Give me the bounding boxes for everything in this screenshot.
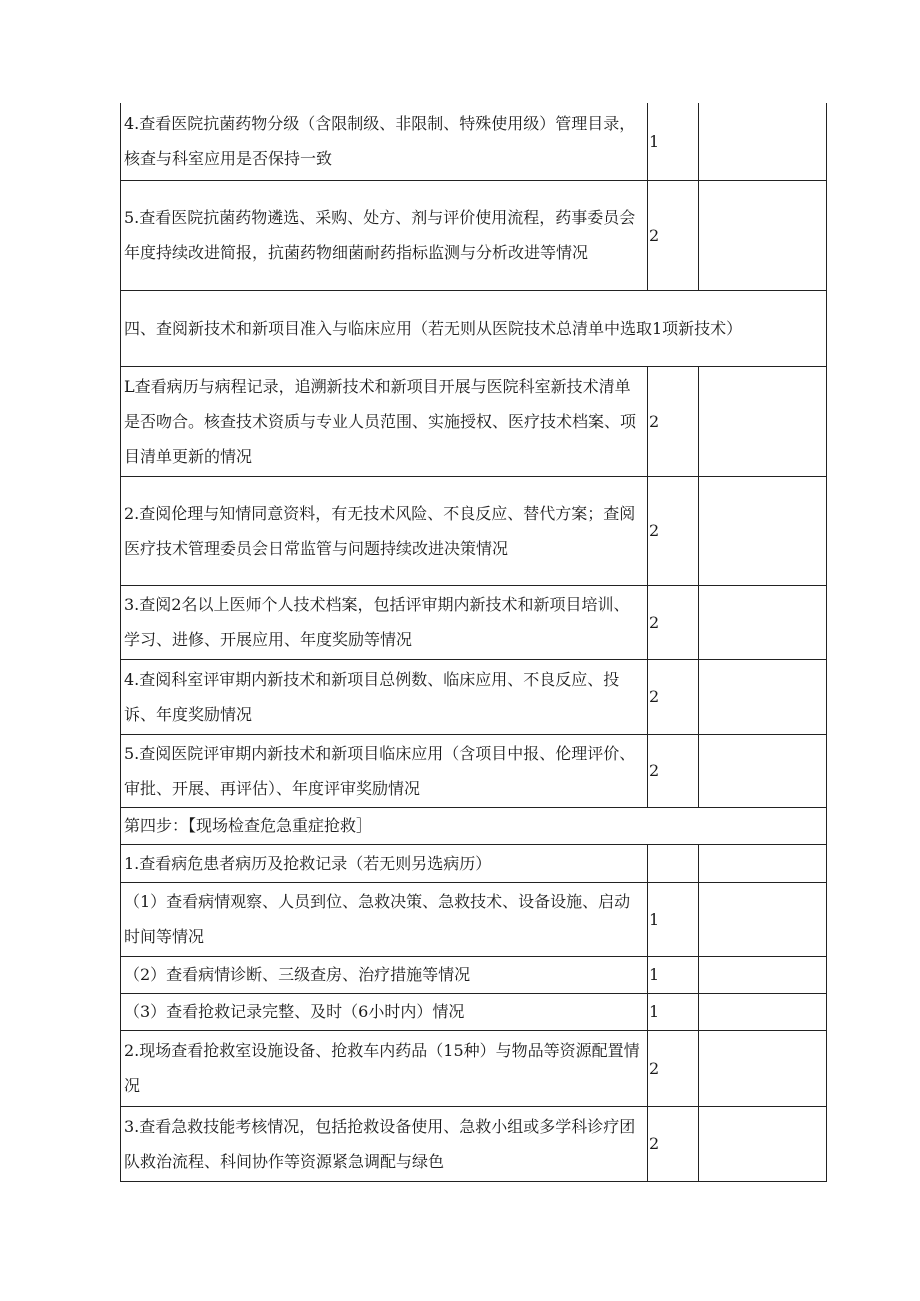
- section-row: [121, 290, 827, 366]
- result-cell: [699, 366, 827, 476]
- section-heading: 第四步：【现场检查危急重症抢救］: [121, 807, 827, 844]
- item-text: 2.查阅伦理与知情同意资料，有无技术风险、不良反应、替代方案；查阅医疗技术管理委员会日常监管与问题持续改进决策情况: [121, 476, 648, 585]
- item-text: 3.查看急救技能考核情况，包括抢救设备使用、急救小组或多学科诊疗团队救治流程、科间协作等资源紧急调配与绿色: [121, 1106, 648, 1181]
- item-score: 1: [648, 993, 699, 1030]
- item-text: （2）查看病情诊断、三级查房、治疗措施等情况: [121, 956, 648, 993]
- result-cell: [699, 734, 827, 807]
- result-cell: [699, 844, 827, 882]
- item-text: 5.查阅医院评审期内新技术和新项目临床应用（含项目中报、伦理评价、审批、开展、再评估）、年度评审奖励情况: [121, 734, 648, 807]
- item-text: 4.查看医院抗菌药物分级（含限制级、非限制、特殊使用级）管理目录，核查与科室应用是否保持一致: [121, 103, 648, 180]
- table-row: [121, 103, 827, 180]
- item-text: （3）查看抢救记录完整、及时（6小时内）情况: [121, 993, 648, 1030]
- item-score: 2: [648, 180, 699, 290]
- item-text: 4.查阅科室评审期内新技术和新项目总例数、临床应用、不良反应、投诉、年度奖励情况: [121, 659, 648, 734]
- result-cell: [699, 180, 827, 290]
- section-row: [121, 807, 827, 844]
- item-score: 2: [648, 366, 699, 476]
- item-text: 1.查看病危患者病历及抢救记录（若无则另选病历）: [121, 844, 648, 882]
- item-score: 2: [648, 1030, 699, 1106]
- table-row: [121, 366, 827, 476]
- table-row: [121, 956, 827, 993]
- item-text: 2.现场查看抢救室设施设备、抢救车内药品（15种）与物品等资源配置情况: [121, 1030, 648, 1106]
- result-cell: [699, 585, 827, 659]
- table-row: [121, 659, 827, 734]
- item-text: 5.查看医院抗菌药物遴选、采购、处方、剂与评价使用流程，药事委员会年度持续改进简报，抗菌药物细菌耐药指标监测与分析改进等情况: [121, 180, 648, 290]
- table-row: [121, 180, 827, 290]
- item-text: （1）查看病情观察、人员到位、急救决策、急救技术、设备设施、启动时间等情况: [121, 882, 648, 956]
- item-score: 1: [648, 882, 699, 956]
- table-row: [121, 476, 827, 585]
- result-cell: [699, 956, 827, 993]
- assessment-table: [120, 103, 827, 1182]
- table-row: [121, 1030, 827, 1106]
- item-score: 2: [648, 1106, 699, 1181]
- table-row: [121, 1106, 827, 1181]
- item-score: [648, 844, 699, 882]
- result-cell: [699, 993, 827, 1030]
- table-row: [121, 844, 827, 882]
- item-score: 2: [648, 659, 699, 734]
- table-row: [121, 993, 827, 1030]
- item-text: L查看病历与病程记录，追溯新技术和新项目开展与医院科室新技术清单是否吻合。核查技术资质与专业人员范围、实施授权、医疗技术档案、项目清单更新的情况: [121, 366, 648, 476]
- result-cell: [699, 476, 827, 585]
- item-text: 3.查阅2名以上医师个人技术档案，包括评审期内新技术和新项目培训、学习、进修、开展应用、年度奖励等情况: [121, 585, 648, 659]
- item-score: 1: [648, 956, 699, 993]
- result-cell: [699, 1106, 827, 1181]
- item-score: 2: [648, 585, 699, 659]
- section-heading: 四、查阅新技术和新项目准入与临床应用（若无则从医院技术总清单中选取1项新技术）: [121, 290, 827, 366]
- assessment-sheet: [120, 103, 826, 1182]
- item-score: 1: [648, 103, 699, 180]
- result-cell: [699, 103, 827, 180]
- table-row: [121, 734, 827, 807]
- item-score: 2: [648, 734, 699, 807]
- result-cell: [699, 1030, 827, 1106]
- item-score: 2: [648, 476, 699, 585]
- table-row: [121, 882, 827, 956]
- result-cell: [699, 659, 827, 734]
- result-cell: [699, 882, 827, 956]
- table-row: [121, 585, 827, 659]
